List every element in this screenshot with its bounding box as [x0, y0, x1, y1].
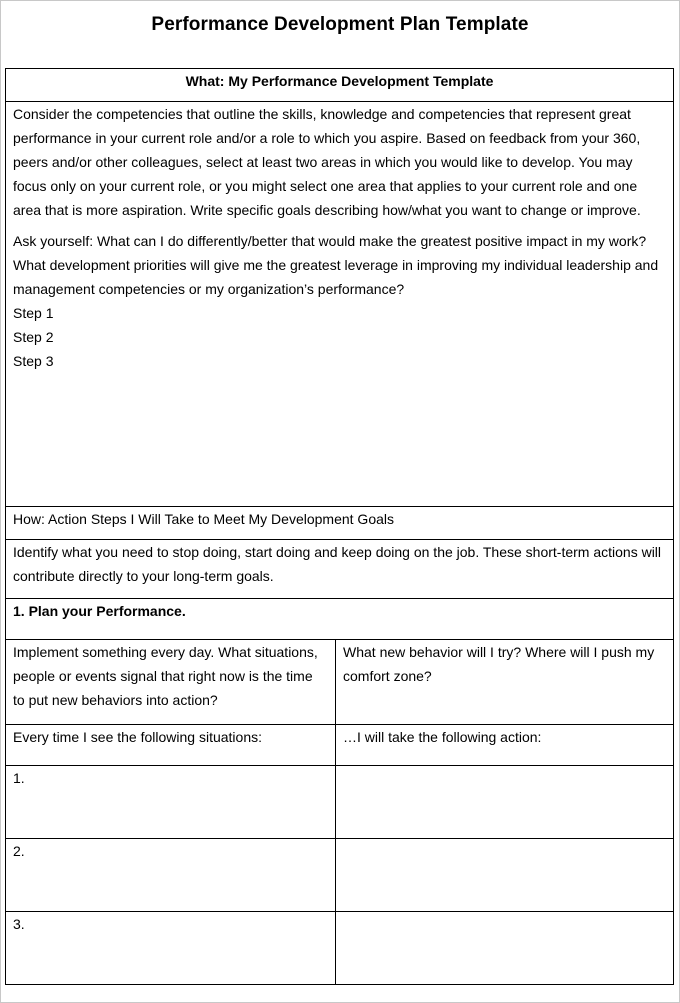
step-1-label: Step 1 [13, 305, 54, 321]
ask-yourself-paragraph: Ask yourself: What can I do differently/better that would make the greatest positive impact in my work? What development priorities will give me the greatest leverage in improving my individual leadership and management competencies or my organization’s performance? [13, 233, 659, 297]
table-row [6, 912, 674, 985]
new-behavior-text: What new behavior will I try? Where will I push my comfort zone? [336, 640, 674, 725]
what-intro-cell[interactable] [6, 102, 674, 507]
action-column-header: …I will take the following action: [336, 725, 674, 766]
action-cell-2[interactable] [336, 839, 674, 912]
situation-cell-2[interactable]: 2. [6, 839, 336, 912]
what-header: What: My Performance Development Template [6, 69, 674, 102]
step-2-label: Step 2 [13, 329, 54, 345]
what-intro-row [6, 102, 674, 507]
what-header-row [6, 69, 674, 102]
plan-heading: 1. Plan your Performance. [6, 599, 674, 640]
development-plan-table [5, 68, 674, 985]
situations-column-header: Every time I see the following situations: [6, 725, 336, 766]
table-row [6, 839, 674, 912]
plan-heading-row [6, 599, 674, 640]
table-row [6, 766, 674, 839]
page-title: Performance Development Plan Template [151, 14, 529, 35]
identify-row [6, 540, 674, 599]
situation-cell-1[interactable]: 1. [6, 766, 336, 839]
how-header-row [6, 507, 674, 540]
situation-cell-3[interactable]: 3. [6, 912, 336, 985]
action-cell-3[interactable] [336, 912, 674, 985]
plan-question-row [6, 640, 674, 725]
intro-paragraph: Consider the competencies that outline the skills, knowledge and competencies that represent great performance in your current role and/or a role to which you aspire. Based on feedback from your 360, peers and/or other colleagues, select at least two areas in which you would like to develop. You may focus only on your current role, or you might select one area that applies to your current role and one area that is more aspiration. Write specific goals describing how/what you want to change or improve. [13, 106, 641, 218]
step-3-label: Step 3 [13, 353, 54, 369]
identify-text: Identify what you need to stop doing, start doing and keep doing on the job. These short-term actions will contribute directly to your long-term goals. [6, 540, 674, 599]
action-cell-1[interactable] [336, 766, 674, 839]
how-header: How: Action Steps I Will Take to Meet My Development Goals [6, 507, 674, 540]
implement-text: Implement something every day. What situations, people or events signal that right now is the time to put new behaviors into action? [6, 640, 336, 725]
plan-columns-row [6, 725, 674, 766]
